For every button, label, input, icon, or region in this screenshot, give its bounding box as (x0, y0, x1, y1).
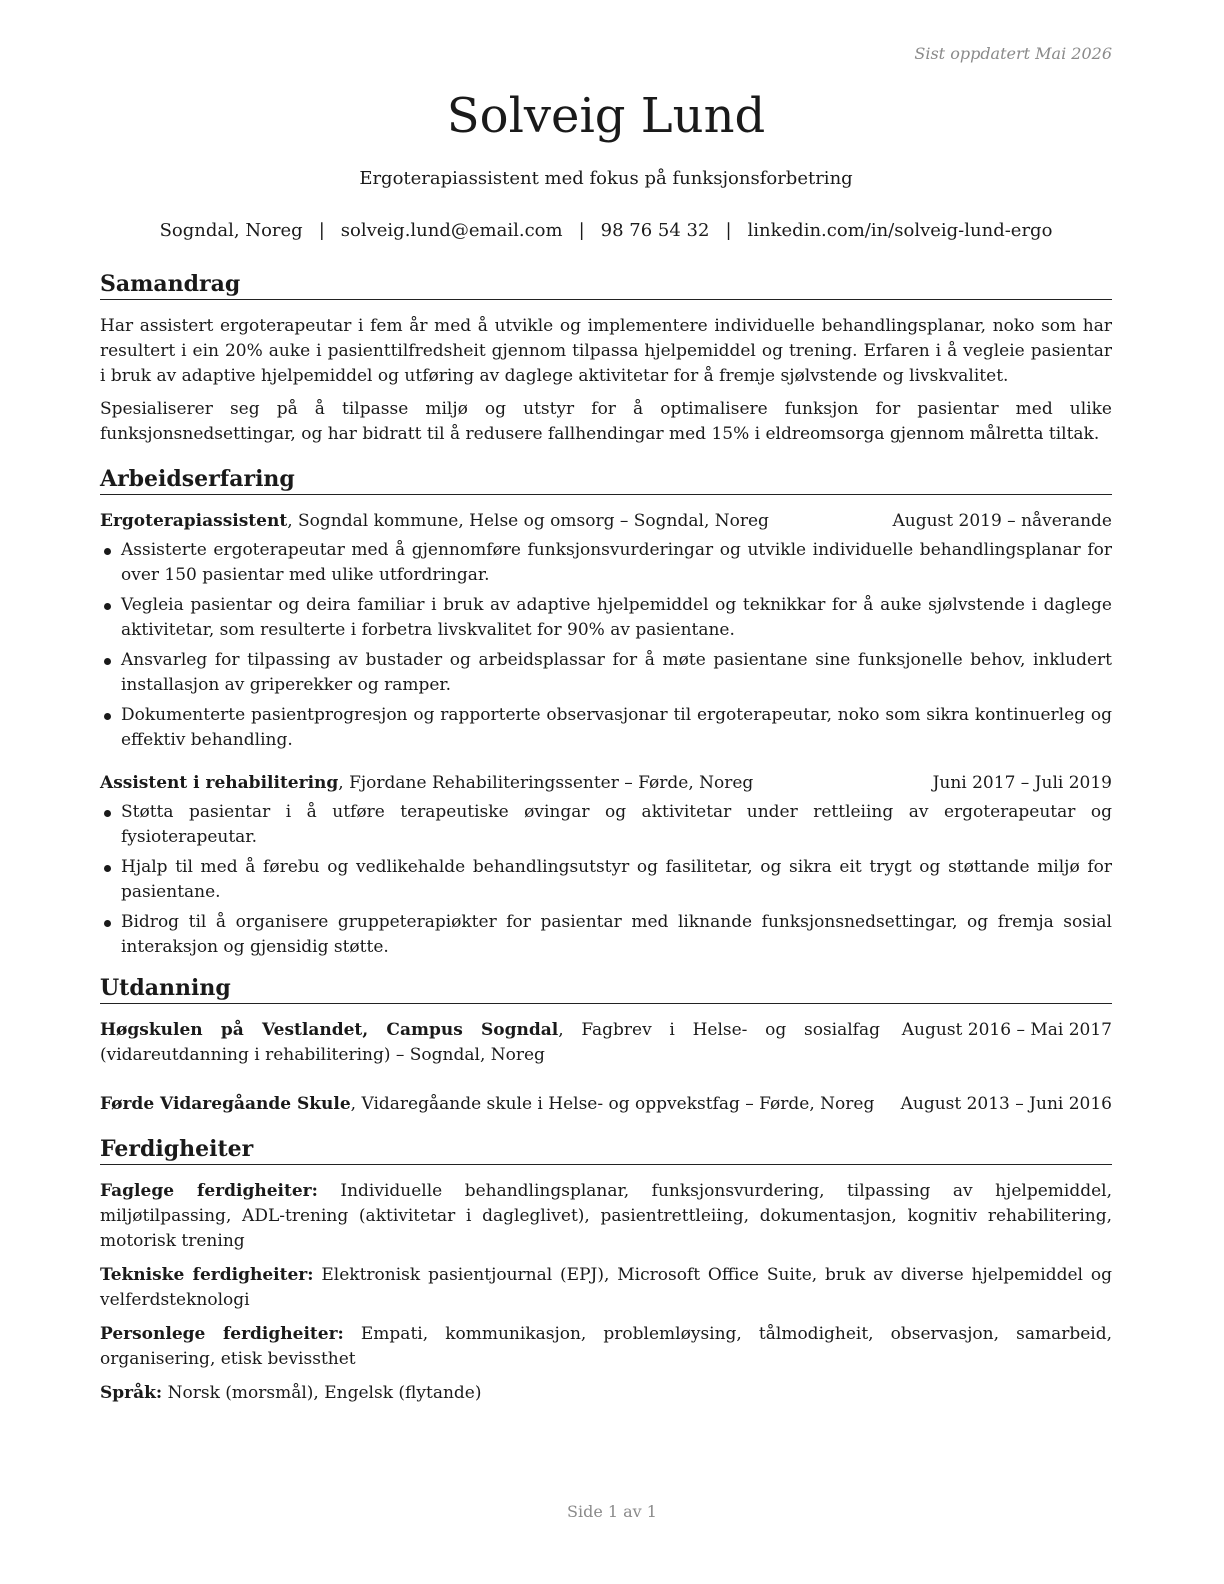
bullet-item: Hjalp til med å førebu og vedlikehalde behandlingsutstyr og fasilitetar, og sikra eit trygt og støttande miljø for pasientane. (100, 855, 1112, 905)
education-entry (100, 1018, 1112, 1068)
contact-separator: | (725, 220, 732, 241)
section-title-experience: Arbeidserfaring (100, 465, 1112, 495)
skill-line (100, 1179, 1112, 1254)
contact-separator: | (578, 220, 585, 241)
job-header (100, 509, 1112, 534)
bullet-item: Bidrog til å organisere gruppeterapiøkter for pasientar med liknande funksjonsnedsettingar, og fremja sosial interaksjon og gjensidig støtte. (100, 910, 1112, 960)
job-org: , Sogndal kommune, Helse og omsorg – Sogndal, Noreg (287, 511, 769, 531)
bullet-item: Støtta pasientar i å utføre terapeutiske øvingar og aktivitetar under rettleiing av ergoterapeutar og fysioterapeutar. (100, 800, 1112, 850)
bullet-item: Assisterte ergoterapeutar med å gjennomføre funksjonsvurderingar og utvikle individuelle behandlingsplanar for over 150 pasientar med ulike utfordringar. (100, 538, 1112, 588)
skill-line (100, 1322, 1112, 1372)
job-dates: August 2019 – nåverande (892, 511, 1112, 531)
job-header (100, 771, 1112, 796)
summary-paragraph: Har assistert ergoterapeutar i fem år med å utvikle og implementere individuelle behandlingsplanar, noko som har resultert i ein 20% auke i pasienttilfredsheit gjennom tilpassa hjelpemiddel og trening. Erfaren i å vegleie pasientar i bruk av adaptive hjelpemiddel og utføring av daglege aktivitetar for å fremje sjølvstende og livskvalitet. (100, 316, 1112, 386)
summary-paragraph: Spesialiserer seg på å tilpasse miljø og utstyr for å optimalisere funksjon for pasientar med ulike funksjonsnedsettingar, og har bidratt til å redusere fallhendingar med 15% i eldreomsorga gjennom målretta tiltak. (100, 399, 1112, 444)
job-dates: Juni 2017 – Juli 2019 (932, 773, 1112, 793)
tagline: Ergoterapiassistent med fokus på funksjonsforbetring (359, 168, 853, 189)
contact-separator: | (318, 220, 325, 241)
education-program: , Fagbrev i Helse- og sosialfag (vidareutdanning i rehabilitering) – Sogndal, Noreg (100, 1020, 880, 1065)
skill-label: Faglege ferdigheiter: (100, 1181, 318, 1201)
job-role: Ergoterapiassistent (100, 511, 288, 531)
contact-phone: 98 76 54 32 (600, 220, 710, 241)
job-org: , Fjordane Rehabiliteringssenter – Førde, Noreg (338, 773, 754, 793)
skill-label: Tekniske ferdigheiter: (100, 1265, 314, 1285)
skill-label: Språk: (100, 1383, 163, 1403)
bullet-item: Ansvarleg for tilpassing av bustader og arbeidsplassar for å møte pasientane sine funksjonelle behov, inkludert installasjon av griperekker og ramper. (100, 648, 1112, 698)
skill-text: Norsk (morsmål), Engelsk (flytande) (162, 1383, 482, 1403)
education-dates: August 2016 – Mai 2017 (901, 1020, 1112, 1040)
last-updated: Sist oppdatert Mai 2026 (914, 44, 1112, 63)
job-title-line (100, 509, 769, 534)
skill-line (100, 1263, 1112, 1313)
education-entry (100, 1092, 1112, 1117)
job-bullets (100, 800, 1112, 960)
job-bullets (100, 538, 1112, 753)
contact-line (100, 220, 1112, 241)
skill-text: Elektronisk pasientjournal (EPJ), Microsoft Office Suite, bruk av diverse hjelpemiddel og velferdsteknologi (100, 1265, 1112, 1310)
contact-linkedin[interactable]: linkedin.com/in/solveig-lund-ergo (747, 220, 1053, 241)
education-school: Høgskulen på Vestlandet, Campus Sogndal (100, 1020, 559, 1040)
page-number: Side 1 av 1 (567, 1502, 657, 1521)
skill-text: Individuelle behandlingsplanar, funksjonsvurdering, tilpassing av hjelpemiddel, miljøtilpassing, ADL-trening (aktivitetar i dagleglivet), pasientrettleiing, dokumentasjon, kognitiv rehabilitering, motorisk trening (100, 1181, 1112, 1251)
education-dates: August 2013 – Juni 2016 (900, 1094, 1112, 1114)
education-detail (100, 1018, 880, 1068)
education-school: Førde Vidaregåande Skule (100, 1094, 351, 1114)
bullet-item: Dokumenterte pasientprogresjon og rapporterte observasjonar til ergoterapeutar, noko som sikra kontinuerleg og effektiv behandling. (100, 703, 1112, 753)
person-name: Solveig Lund (446, 88, 766, 144)
job-entry (100, 771, 1112, 960)
contact-email[interactable]: solveig.lund@email.com (340, 220, 563, 241)
contact-location: Sogndal, Noreg (159, 220, 303, 241)
job-title-line (100, 771, 753, 796)
skill-text: Empati, kommunikasjon, problemløysing, tålmodigheit, observasjon, samarbeid, organisering, etisk bevissthet (100, 1324, 1112, 1369)
section-title-summary: Samandrag (100, 270, 1112, 300)
resume-content (100, 270, 1112, 1415)
job-entry (100, 509, 1112, 753)
skill-line (100, 1381, 1112, 1406)
education-program: , Vidaregåande skule i Helse- og oppvekstfag – Førde, Noreg (350, 1094, 875, 1114)
education-detail (100, 1092, 880, 1117)
section-title-skills: Ferdigheiter (100, 1135, 1112, 1165)
bullet-item: Vegleia pasientar og deira familiar i bruk av adaptive hjelpemiddel og teknikkar for å auke sjølvstende i daglege aktivitetar, som resulterte i forbetra livskvalitet for 90% av pasientane. (100, 593, 1112, 643)
job-role: Assistent i rehabilitering (100, 773, 339, 793)
skill-label: Personlege ferdigheiter: (100, 1324, 344, 1344)
section-title-education: Utdanning (100, 974, 1112, 1004)
